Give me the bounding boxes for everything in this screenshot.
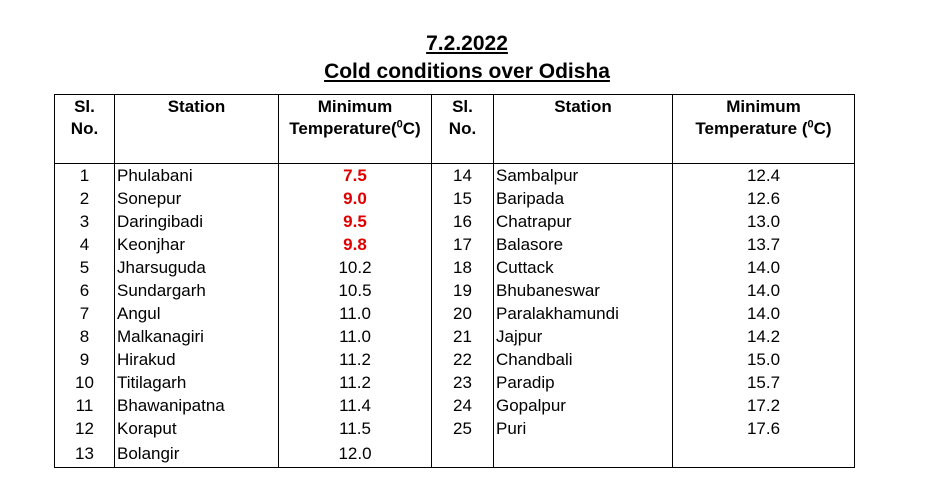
station-cell: Koraput [115, 417, 279, 440]
header-sl-text: Sl. [74, 97, 95, 116]
min-temp-cell: 11.0 [279, 325, 432, 348]
min-temp-cell: 15.0 [673, 348, 855, 371]
sl-no-cell: 1 [55, 164, 115, 188]
table-row [55, 279, 855, 302]
min-temp-cell: 11.2 [279, 371, 432, 394]
station-cell: Angul [115, 302, 279, 325]
header-unit-text: C) [813, 119, 832, 138]
table-row [55, 394, 855, 417]
station-cell: Puri [494, 417, 673, 440]
sl-no-cell: 4 [55, 233, 115, 256]
sl-no-cell: 15 [432, 187, 494, 210]
station-cell: Hirakud [115, 348, 279, 371]
min-temp-cell: 11.0 [279, 302, 432, 325]
table-row [55, 371, 855, 394]
station-cell: Titilagarh [115, 371, 279, 394]
min-temp-cell: 11.5 [279, 417, 432, 440]
sl-no-cell: 24 [432, 394, 494, 417]
station-cell: Cuttack [494, 256, 673, 279]
sl-no-cell: 6 [55, 279, 115, 302]
table-row [55, 325, 855, 348]
table-row [55, 417, 855, 440]
station-cell: Baripada [494, 187, 673, 210]
header-sl-no-right [432, 95, 494, 164]
min-temp-cell: 12.6 [673, 187, 855, 210]
station-cell [494, 440, 673, 468]
temperature-table [54, 94, 855, 468]
min-temp-cell: 14.0 [673, 279, 855, 302]
station-cell: Malkanagiri [115, 325, 279, 348]
header-no-text: No. [70, 119, 99, 138]
min-temp-cell: 15.7 [673, 371, 855, 394]
table-row [55, 210, 855, 233]
min-temp-cell: 14.2 [673, 325, 855, 348]
station-cell: Keonjhar [115, 233, 279, 256]
station-cell: Paradip [494, 371, 673, 394]
header-no-text: No. [448, 119, 477, 138]
sl-no-cell: 16 [432, 210, 494, 233]
header-sl-text: Sl. [452, 97, 473, 116]
min-temp-cell: 10.2 [279, 256, 432, 279]
min-temp-cell [673, 440, 855, 468]
sl-no-cell: 3 [55, 210, 115, 233]
min-temp-cell: 12.4 [673, 164, 855, 188]
min-temp-cell: 10.5 [279, 279, 432, 302]
sl-no-cell: 18 [432, 256, 494, 279]
header-station-left: Station [115, 95, 279, 164]
station-cell: Daringibadi [115, 210, 279, 233]
report-title: Cold conditions over Odisha [324, 60, 610, 83]
header-min-temp-left [279, 95, 432, 164]
station-cell: Sonepur [115, 187, 279, 210]
header-min-temp-right [673, 95, 855, 164]
station-cell: Gopalpur [494, 394, 673, 417]
degree-sup: 0 [807, 118, 814, 131]
station-cell: Chandbali [494, 348, 673, 371]
sl-no-cell: 11 [55, 394, 115, 417]
table-row [55, 302, 855, 325]
report-date: 7.2.2022 [426, 32, 508, 55]
table-row [55, 233, 855, 256]
header-station-right: Station [494, 95, 673, 164]
station-cell: Phulabani [115, 164, 279, 188]
header-sl-no-left [55, 95, 115, 164]
table-row [55, 440, 855, 468]
min-temp-cell: 11.2 [279, 348, 432, 371]
min-temp-cell: 17.6 [673, 417, 855, 440]
station-cell: Paralakhamundi [494, 302, 673, 325]
station-cell: Sundargarh [115, 279, 279, 302]
sl-no-cell: 21 [432, 325, 494, 348]
min-temp-cell: 11.4 [279, 394, 432, 417]
table-row [55, 348, 855, 371]
sl-no-cell [432, 440, 494, 468]
station-cell: Bhubaneswar [494, 279, 673, 302]
sl-no-cell: 2 [55, 187, 115, 210]
min-temp-cell: 14.0 [673, 256, 855, 279]
station-cell: Chatrapur [494, 210, 673, 233]
degree-sup: 0 [396, 118, 403, 131]
header-minimum-text: Minimum [317, 97, 393, 116]
station-cell: Jajpur [494, 325, 673, 348]
station-cell: Balasore [494, 233, 673, 256]
sl-no-cell: 12 [55, 417, 115, 440]
header-temperature-text: Temperature ( [695, 119, 808, 138]
station-cell: Sambalpur [494, 164, 673, 188]
sl-no-cell: 10 [55, 371, 115, 394]
sl-no-cell: 7 [55, 302, 115, 325]
sl-no-cell: 5 [55, 256, 115, 279]
sl-no-cell: 20 [432, 302, 494, 325]
sl-no-cell: 25 [432, 417, 494, 440]
min-temp-cell: 13.0 [673, 210, 855, 233]
station-cell: Bolangir [115, 440, 279, 468]
sl-no-cell: 8 [55, 325, 115, 348]
table-row [55, 164, 855, 188]
min-temp-cell: 9.5 [279, 210, 432, 233]
header-unit-text: C) [402, 119, 421, 138]
table-header-row [55, 95, 855, 164]
table-body [55, 164, 855, 468]
sl-no-cell: 23 [432, 371, 494, 394]
header-temperature-text: Temperature( [289, 119, 397, 138]
min-temp-cell: 7.5 [279, 164, 432, 188]
min-temp-cell: 12.0 [279, 440, 432, 468]
min-temp-cell: 13.7 [673, 233, 855, 256]
sl-no-cell: 14 [432, 164, 494, 188]
station-cell: Jharsuguda [115, 256, 279, 279]
sl-no-cell: 9 [55, 348, 115, 371]
table-row [55, 187, 855, 210]
min-temp-cell: 9.8 [279, 233, 432, 256]
station-cell: Bhawanipatna [115, 394, 279, 417]
sl-no-cell: 22 [432, 348, 494, 371]
min-temp-cell: 9.0 [279, 187, 432, 210]
table-row [55, 256, 855, 279]
min-temp-cell: 17.2 [673, 394, 855, 417]
min-temp-cell: 14.0 [673, 302, 855, 325]
header-minimum-text: Minimum [726, 97, 801, 116]
sl-no-cell: 17 [432, 233, 494, 256]
sl-no-cell: 13 [55, 440, 115, 468]
sl-no-cell: 19 [432, 279, 494, 302]
